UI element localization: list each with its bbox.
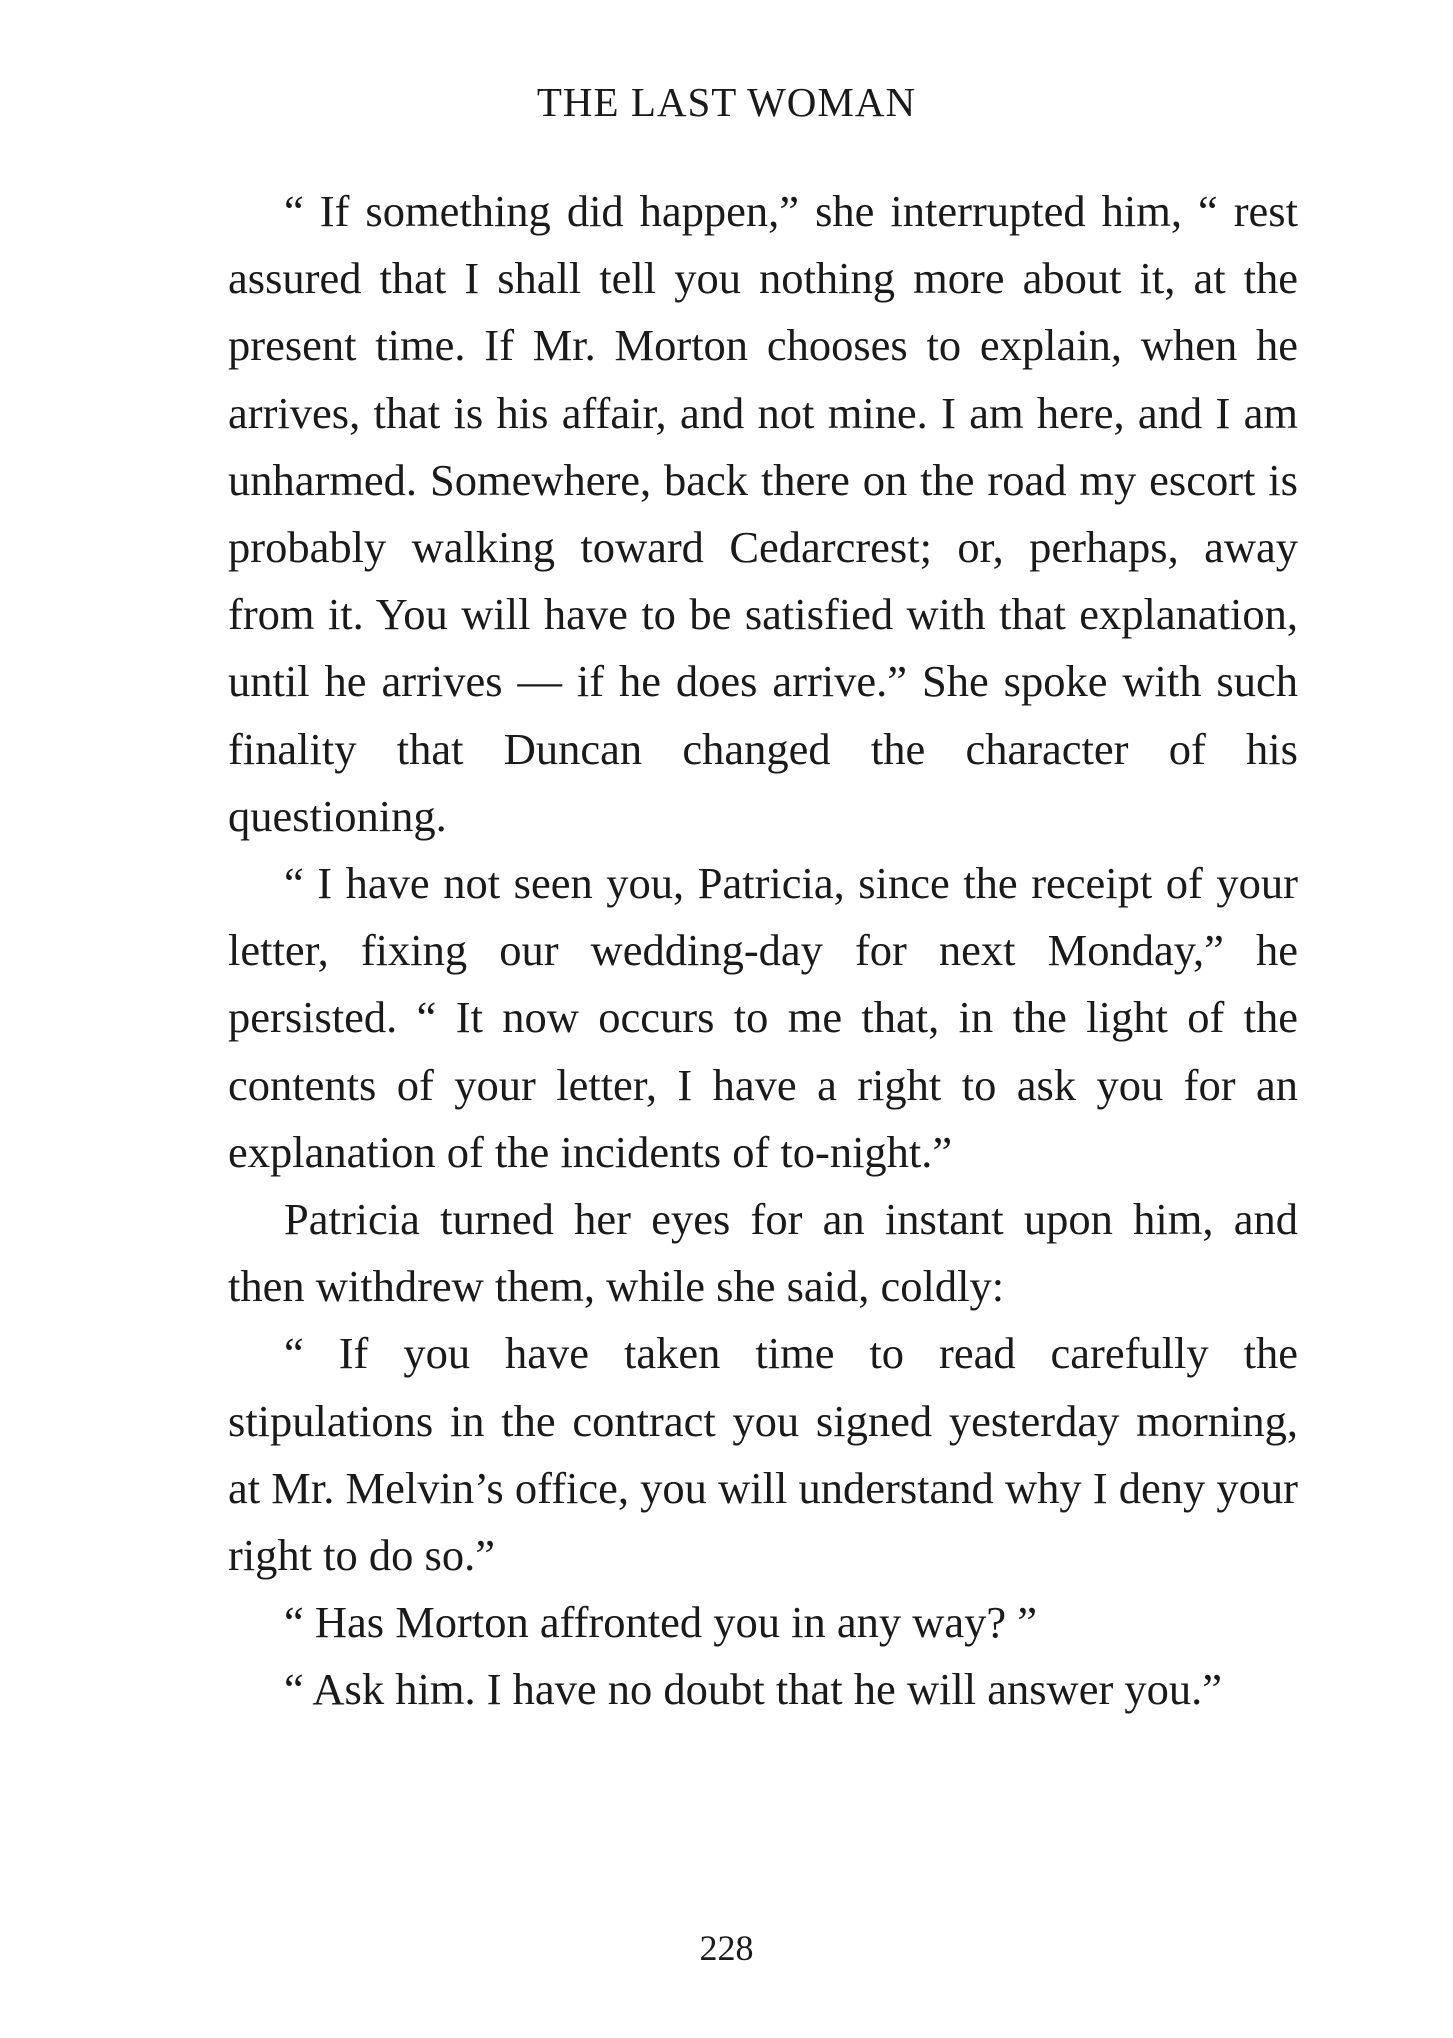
paragraph: Patricia turned her eyes for an instant upon him, and then withdrew them, while she said, coldly: <box>228 1194 1298 1312</box>
paragraph: “ I have not seen you, Patricia, since the receipt of your letter, fixing our wedding-day for next Monday,” he persisted. “ It now occurs to me that, in the light of the contents of your letter, I have a right to ask you for an explanation of the incidents of to-night.” <box>228 858 1298 1177</box>
paragraph: “ If you have taken time to read carefully the stipulations in the contract you signed yesterday morning, at Mr. Melvin’s office, you will understand why I deny your right to do so.” <box>228 1328 1298 1581</box>
paragraph: “ Has Morton affronted you in any way? ” <box>284 1597 1037 1648</box>
running-head: THE LAST WOMAN <box>536 79 917 125</box>
paragraph: “ If something did happen,” she interrupted him, “ rest assured that I shall tell you nothing more about it, at the present time. If Mr. Morton chooses to explain, when he arrives, that is his affair, and not mine. I am here, and I am unharmed. Somewhere, back there on the road my escort is probably walking toward Cedarcrest; or, perhaps, away from it. You will have to be satisfied with that explanation, until he arrives — if he does arrive.” She spoke with such finality that Duncan changed the character of his questioning. <box>228 186 1298 841</box>
body-text <box>228 178 1298 1724</box>
paragraph: “ Ask him. I have no doubt that he will answer you.” <box>284 1664 1223 1715</box>
page-number: 228 <box>699 1928 754 1968</box>
